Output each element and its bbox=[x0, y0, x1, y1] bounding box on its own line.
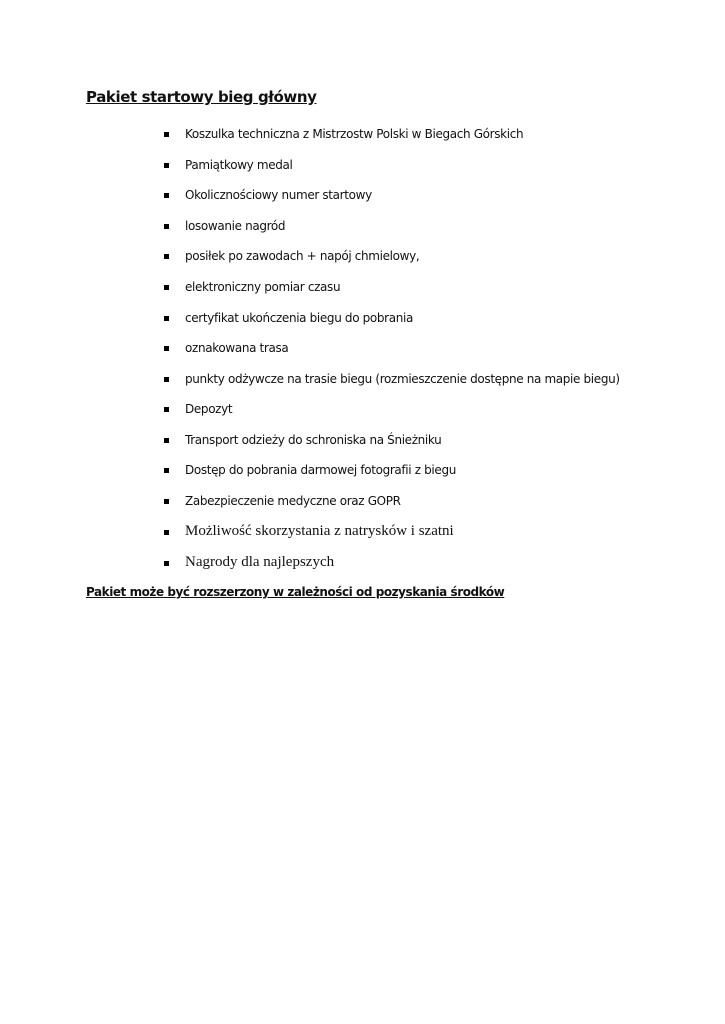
footer-note: Pakiet może być rozszerzony w zależności od pozyskania środków bbox=[86, 585, 505, 599]
list-item bbox=[160, 186, 680, 210]
square-bullet-icon bbox=[164, 254, 169, 259]
list-item bbox=[160, 400, 680, 424]
square-bullet-icon bbox=[164, 193, 169, 198]
square-bullet-icon bbox=[164, 407, 169, 412]
square-bullet-icon bbox=[164, 224, 169, 229]
list-item-text: Pamiątkowy medal bbox=[185, 158, 293, 172]
list-item bbox=[160, 339, 680, 363]
square-bullet-icon bbox=[164, 163, 169, 168]
list-item-text: Okolicznościowy numer startowy bbox=[185, 188, 372, 202]
list-item bbox=[160, 554, 680, 578]
square-bullet-icon bbox=[164, 499, 169, 504]
list-item-text: Koszulka techniczna z Mistrzostw Polski w Biegach Górskich bbox=[185, 127, 524, 141]
list-item bbox=[160, 247, 680, 271]
list-item bbox=[160, 431, 680, 455]
square-bullet-icon bbox=[164, 468, 169, 473]
square-bullet-icon bbox=[164, 285, 169, 290]
list-item-text: Nagrody dla najlepszych bbox=[185, 554, 335, 570]
list-item-text: Zabezpieczenie medyczne oraz GOPR bbox=[185, 494, 401, 508]
square-bullet-icon bbox=[164, 316, 169, 321]
square-bullet-icon bbox=[164, 132, 169, 137]
list-item bbox=[160, 125, 680, 149]
list-item bbox=[160, 156, 680, 180]
list-item-text: oznakowana trasa bbox=[185, 341, 289, 355]
list-item-text: elektroniczny pomiar czasu bbox=[185, 280, 341, 294]
list-item bbox=[160, 523, 680, 547]
list-item-text: punkty odżywcze na trasie biegu (rozmieszczenie dostępne na mapie biegu) bbox=[185, 372, 620, 386]
square-bullet-icon bbox=[164, 346, 169, 351]
list-item bbox=[160, 461, 680, 485]
list-item-text: Depozyt bbox=[185, 402, 233, 416]
list-item bbox=[160, 278, 680, 302]
list-item-text: certyfikat ukończenia biegu do pobrania bbox=[185, 311, 414, 325]
list-item-text: losowanie nagród bbox=[185, 219, 286, 233]
list-item bbox=[160, 309, 680, 333]
square-bullet-icon bbox=[164, 438, 169, 443]
list-item bbox=[160, 370, 680, 394]
square-bullet-icon bbox=[164, 377, 169, 382]
document-title: Pakiet startowy bieg główny bbox=[86, 88, 317, 106]
list-item bbox=[160, 492, 680, 516]
list-item bbox=[160, 217, 680, 241]
square-bullet-icon bbox=[164, 561, 169, 566]
list-item-text: posiłek po zawodach + napój chmielowy, bbox=[185, 249, 420, 263]
list-item-text: Dostęp do pobrania darmowej fotografii z biegu bbox=[185, 463, 456, 477]
square-bullet-icon bbox=[164, 530, 169, 535]
list-item-text: Możliwość skorzystania z natrysków i szatni bbox=[185, 523, 454, 539]
list-item-text: Transport odzieży do schroniska na Śnieżniku bbox=[185, 433, 442, 447]
